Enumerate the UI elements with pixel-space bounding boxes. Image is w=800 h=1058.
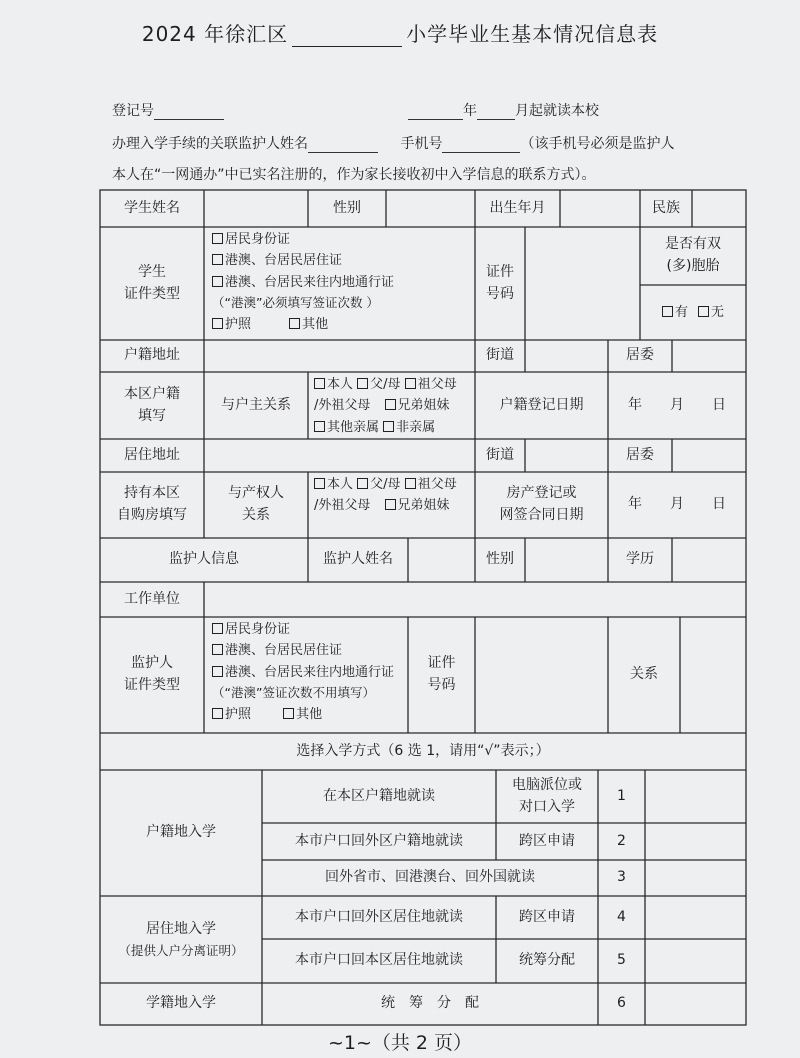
admission-desc-1: 在本区户籍地就读 (323, 787, 435, 804)
phone-note-line: 本人在“一网通办”中已实名注册的，作为家长接收初中入学信息的联系方式）。 (112, 167, 596, 183)
checkbox-icon[interactable] (212, 708, 223, 719)
status-admission-group: 学籍地入学 (146, 995, 216, 1012)
residence-committee-label: 居委 (626, 446, 654, 463)
owner-relation-options: 本人 父/母 祖父母 /外祖父母 兄弟姐妹 (314, 477, 457, 514)
residence-committee-input[interactable] (672, 439, 746, 472)
admission-num-3: 3 (617, 869, 626, 886)
checkbox-icon[interactable] (283, 708, 294, 719)
admission-check-5[interactable] (645, 939, 746, 983)
admission-desc-2: 本市户口回外区户籍地就读 (295, 832, 463, 849)
checkbox-icon[interactable] (212, 318, 223, 329)
checkbox-icon[interactable] (289, 318, 300, 329)
guardian-gender-input[interactable] (525, 538, 608, 582)
admission-method-5: 统筹分配 (519, 952, 575, 969)
student-name-input[interactable] (204, 190, 308, 227)
hukou-street-label: 街道 (486, 347, 514, 364)
hukou-date-label: 户籍登记日期 (499, 396, 584, 413)
student-id-options (212, 229, 474, 339)
guardian-id-number-input[interactable] (475, 617, 608, 733)
residence-admission-group: 居住地入学 （提供人户分离证明） (118, 920, 244, 958)
relation-label: 关系 (630, 666, 658, 683)
page-footer: ~1~（共 2 页） (327, 1032, 473, 1054)
residence-street-input[interactable] (525, 439, 608, 472)
twins-options: 有 无 (640, 285, 746, 340)
work-unit-input[interactable] (204, 582, 746, 617)
guardian-info-label: 监护人信息 (169, 551, 239, 568)
birth-label: 出生年月 (489, 199, 546, 216)
guardian-name-label: 监护人姓名 (323, 551, 393, 568)
twins-no-checkbox[interactable] (698, 306, 709, 317)
admission-desc-5: 本市户口回本区居住地就读 (295, 952, 463, 969)
hukou-admission-group: 户籍地入学 (146, 824, 216, 841)
hukou-fill-label: 本区户籍 填写 (124, 385, 180, 424)
ethnicity-input[interactable] (692, 190, 746, 227)
twins-label: 是否有双 (多)胞胎 (665, 236, 721, 274)
enroll-date-line: 年 月起就读本校 (408, 100, 599, 120)
checkbox-icon[interactable] (405, 378, 416, 389)
admission-method-2: 跨区申请 (519, 832, 575, 849)
householder-relation-options: 本人 父/母 祖父母 /外祖父母 兄弟姐妹 其他亲属 非亲属 (314, 377, 457, 435)
guardian-name-input[interactable] (408, 538, 475, 582)
guardian-id-number-label: 证件 号码 (427, 655, 456, 693)
admission-desc-4: 本市户口回外区居住地就读 (295, 908, 463, 925)
checkbox-icon[interactable] (385, 499, 396, 510)
checkbox-icon[interactable] (314, 478, 325, 489)
property-fill-label: 持有本区 自购房填写 (117, 485, 187, 523)
checkbox-icon[interactable] (314, 421, 325, 432)
admission-check-6[interactable] (645, 983, 746, 1025)
checkbox-icon[interactable] (385, 399, 396, 410)
checkbox-icon[interactable] (383, 421, 394, 432)
admission-desc-3: 回外省市、回港澳台、回外国就读 (325, 869, 535, 886)
hukou-date-input[interactable]: 年 月 日 (628, 396, 726, 413)
checkbox-icon[interactable] (357, 378, 368, 389)
id-option-hmt-permit[interactable]: 港澳、台居民来往内地通行证 (212, 272, 394, 293)
id-option-note: （“港澳”必须填写签证次数 ） (212, 295, 379, 311)
gender-input[interactable] (386, 190, 475, 227)
checkbox-icon[interactable] (212, 644, 223, 655)
relation-input[interactable] (680, 617, 746, 733)
hukou-address-label: 户籍地址 (124, 347, 180, 364)
residence-address-label: 居住地址 (124, 446, 180, 463)
ethnicity-label: 民族 (652, 199, 680, 216)
birth-input[interactable] (560, 190, 640, 227)
education-input[interactable] (672, 538, 746, 582)
checkbox-icon[interactable] (212, 623, 223, 634)
id-number-label: 证件 号码 (486, 263, 514, 302)
hukou-address-input[interactable] (204, 340, 475, 372)
householder-relation-label: 与户主关系 (221, 396, 291, 413)
hukou-street-input[interactable] (525, 340, 608, 372)
admission-method-4: 跨区申请 (519, 908, 575, 925)
admission-prompt: 选择入学方式（6 选 1，请用“√”表示；） (296, 742, 550, 759)
property-date-label: 房产登记或 网签合同日期 (499, 485, 584, 523)
checkbox-icon[interactable] (357, 478, 368, 489)
checkbox-icon[interactable] (314, 378, 325, 389)
gender-label: 性别 (333, 199, 361, 216)
checkbox-icon[interactable] (212, 666, 223, 677)
id-option-resident[interactable]: 居民身份证 (212, 229, 290, 250)
admission-num-1: 1 (617, 787, 626, 804)
admission-check-1[interactable] (645, 770, 746, 823)
admission-method-1: 电脑派位或对口入学 (512, 776, 582, 815)
checkbox-icon[interactable] (212, 254, 223, 265)
hukou-committee-input[interactable] (672, 340, 746, 372)
admission-check-2[interactable] (645, 823, 746, 860)
education-label: 学历 (626, 551, 654, 568)
checkbox-icon[interactable] (212, 233, 223, 244)
owner-relation-label: 与产权人 关系 (228, 485, 284, 523)
work-unit-label: 工作单位 (124, 590, 180, 607)
form-title: 2024 年徐汇区 小学毕业生基本情况信息表 (141, 22, 659, 46)
student-name-label: 学生姓名 (124, 199, 180, 216)
id-number-input[interactable] (525, 227, 640, 340)
admission-check-3[interactable] (645, 860, 746, 896)
guardian-id-options: 居民身份证 港澳、台居民居住证 港澳、台居民来往内地通行证 （“港澳”签证次数不用填写） 护照 其他 (212, 622, 395, 722)
guardian-line: 办理入学手续的关联监护人姓名 手机号 （该手机号必须是监护人 (112, 136, 675, 152)
registration-line: 登记号 (112, 100, 224, 120)
twins-yes-checkbox[interactable] (662, 306, 673, 317)
residence-street-label: 街道 (486, 446, 514, 463)
id-option-passport-other: 护照 其他 (212, 314, 328, 335)
admission-num-6: 6 (617, 995, 626, 1012)
checkbox-icon[interactable] (405, 478, 416, 489)
student-id-type-label: 学生 证件类型 (124, 263, 180, 302)
admission-num-2: 2 (617, 832, 626, 849)
property-date-input[interactable]: 年 月 日 (628, 496, 726, 513)
guardian-gender-label: 性别 (486, 551, 514, 568)
id-option-hmt-residence[interactable]: 港澳、台居民居住证 (212, 250, 342, 271)
admission-num-5: 5 (617, 952, 626, 969)
checkbox-icon[interactable] (212, 276, 223, 287)
admission-num-4: 4 (617, 908, 626, 925)
admission-check-4[interactable] (645, 896, 746, 939)
residence-address-input[interactable] (204, 439, 475, 472)
hukou-committee-label: 居委 (626, 347, 654, 364)
admission-desc-6: 统 筹 分 配 (381, 995, 479, 1012)
guardian-id-type-label: 监护人 证件类型 (124, 655, 180, 693)
